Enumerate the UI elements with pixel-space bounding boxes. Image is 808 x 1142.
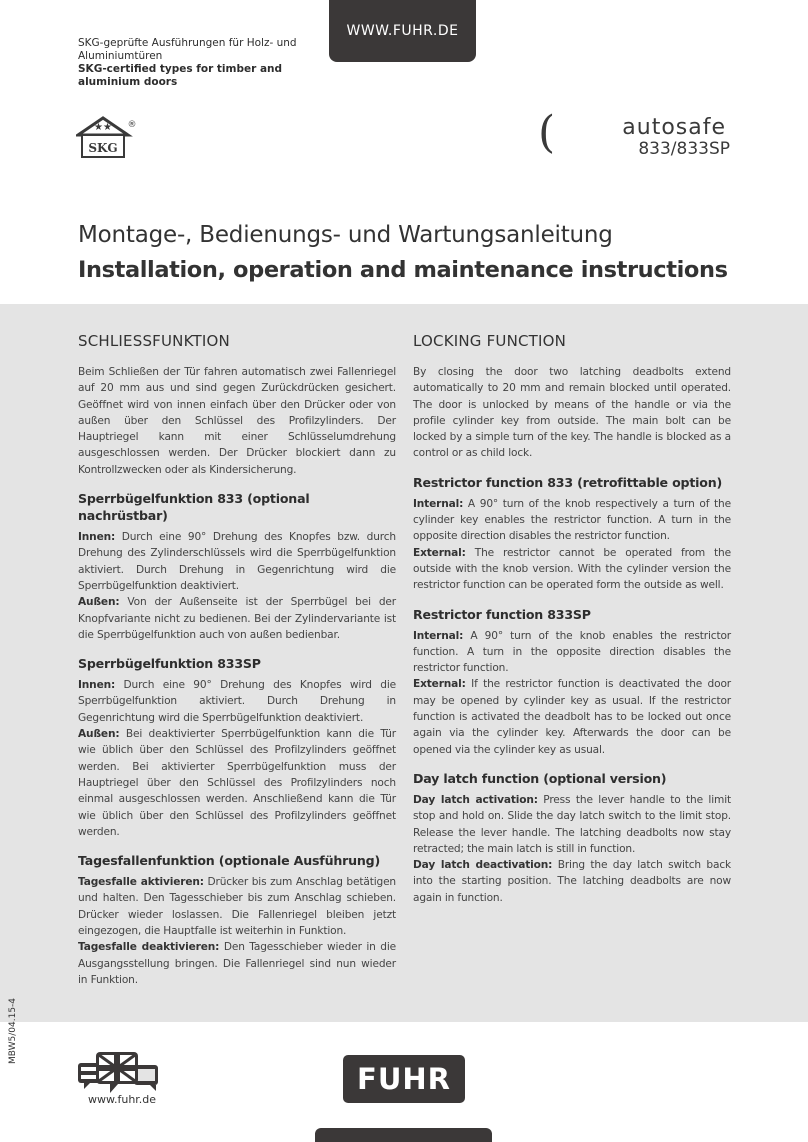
english-s3-text1: Press the lever handle to the limit stop and hold on. Slide the day latch switch to the limit stop. Release the lever handle. The latching deadbolts now stay retracted; the main latch is still in function. xyxy=(413,793,731,855)
page-title-de: Montage-, Bedienungs- und Wartungsanleitung xyxy=(78,222,613,248)
english-s1-para2 xyxy=(413,545,731,594)
german-s1-label2: Außen: xyxy=(78,596,120,609)
fuhr-logo xyxy=(343,1055,465,1103)
bottom-tab xyxy=(315,1128,492,1142)
english-s1-para1 xyxy=(413,496,731,545)
english-s1-text2: The restrictor cannot be operated from the outside with the knob version. With the cylinder version the restrictor function can be operated form the outside as well. xyxy=(413,546,731,592)
german-s2-label1: Innen: xyxy=(78,679,116,692)
english-column xyxy=(413,330,731,906)
german-s3-para1 xyxy=(78,874,396,939)
english-s3-text2: Bring the day latch switch back into the starting position. The latching deadbolts are now again in function. xyxy=(413,859,732,904)
german-s1-label1: Innen: xyxy=(78,531,116,544)
english-s2-para2 xyxy=(413,676,731,757)
english-s3-label2: Day latch deactivation: xyxy=(413,859,553,872)
german-column xyxy=(78,330,396,988)
german-s2-para1 xyxy=(78,677,396,726)
skg-text: SKG xyxy=(88,141,118,155)
english-s1-heading: Restrictor function 833 (retrofittable option) xyxy=(413,474,723,490)
skg-registered: ® xyxy=(127,120,137,130)
english-s3-para1 xyxy=(413,792,731,857)
english-intro: By closing the door two latching deadbolts extend automatically to 20 mm and remain blocked until operated. The door is unlocked by means of the handle or via the profile cylinder key from outside. The main bolt can be locked by a simple turn of the key. The handle is blocked as a control or as child lock. xyxy=(413,366,731,460)
english-s1-label1: Internal: xyxy=(413,497,464,510)
skg-house-icon xyxy=(76,115,138,159)
language-icon xyxy=(76,1049,160,1097)
page-title-en: Installation, operation and maintenance instructions xyxy=(78,257,728,283)
german-s1-heading: Sperrbügelfunktion 833 (optional nachrüstbar) xyxy=(78,491,310,524)
product-name: autosafe xyxy=(622,115,726,140)
skg-logo xyxy=(76,115,138,159)
english-s1-text1: A 90° turn of the knob respectively a turn of the cylinder key enables the restrictor function. A turn in the opposite direction disables the restrictor function. xyxy=(413,497,731,543)
website-tab-label: WWW.FUHR.DE xyxy=(346,23,459,39)
certification-note xyxy=(78,37,318,89)
german-s2-para2 xyxy=(78,726,396,840)
speech-bubbles-flag-icon xyxy=(76,1049,160,1097)
english-s2-text2: If the restrictor function is deactivated the door may be opened by cylinder key as usual. If the restrictor function is activated the deadbolt has to be locked out once again via the cylinder key. Afterwards the door can be opened via the cylinder key as usual. xyxy=(413,678,731,756)
fuhr-logo-text: FUHR xyxy=(357,1062,451,1096)
product-bracket: ( xyxy=(538,107,556,158)
english-s3-label1: Day latch activation: xyxy=(413,793,538,806)
english-s1-label2: External: xyxy=(413,546,466,559)
german-s1-text1: Durch eine 90° Drehung des Knopfes bzw. durch Drehung des Zylinderschlüssels wird die Sperrbügelfunktion aktiviert. Durch Drehung in Gegenrichtung wird die Sperrbügelfunktion deaktiviert. xyxy=(78,531,396,592)
german-intro: Beim Schließen der Tür fahren automatisch zwei Fallenriegel auf 20 mm aus und sind gegen Zurückdrücken gesichert. Geöffnet wird von innen einfach über den Drücker oder von außen über den Schlüssel des Profilzylinders. Der Hauptriegel kann mit einer Schlüsselumdrehung ausgeschlossen werden. Der Drücker blockiert dann zu Kontrollzwecken oder als Kindersicherung. xyxy=(78,366,396,476)
footer-url[interactable]: www.fuhr.de xyxy=(88,1093,157,1106)
german-s3-para2 xyxy=(78,939,396,988)
german-s3-heading: Tagesfallenfunktion (optionale Ausführung) xyxy=(78,853,381,869)
german-s2-heading: Sperrbügelfunktion 833SP xyxy=(78,656,261,672)
german-s3-label1: Tagesfalle aktivieren: xyxy=(78,876,204,889)
english-s2-para1 xyxy=(413,628,731,677)
german-s1-para1 xyxy=(78,529,396,594)
german-s3-text1: Drücker bis zum Anschlag betätigen und halten. Den Tagesschieber bis zum Anschlag schieben. Drücker wieder loslassen. Die Fallenriegel bleiben jetzt eingezogen, die Hauptfalle ist weiterhin in Funktion. xyxy=(78,876,396,938)
skg-stars: ★★ xyxy=(94,122,112,133)
german-s3-label2: Tagesfalle deaktivieren: xyxy=(78,941,220,954)
german-s1-para2 xyxy=(78,594,396,643)
english-heading: LOCKING FUNCTION xyxy=(413,332,567,350)
english-s2-text1: A 90° turn of the knob enables the restrictor function. A turn in the opposite direction disables the restrictor function. xyxy=(413,629,731,675)
german-s2-text2: Bei deaktivierter Sperrbügelfunktion kann die Tür wie üblich über den Schlüssel des Profilzylinders geöffnet werden. Bei aktivierter Sperrbügelfunktion muss der Hauptriegel über den Schlüssel des Profilzylinders noch einmal ausgeschlossen werden. Anschließend kann die Tür wie üblich über den Schlüssel des Profilzylinders geöffnet werden. xyxy=(78,728,396,838)
product-model: 833/833SP xyxy=(638,139,730,159)
german-s1-text2: Von der Außenseite ist der Sperrbügel bei der Knopfvariante nicht zu bedienen. Bei der Zylindervariante ist die Sperrbügelfunktion auch von außen bedienbar. xyxy=(78,596,396,641)
german-s2-text1: Durch eine 90° Drehung des Knopfes wird die Sperrbügelfunktion aktiviert. Durch Drehung in Gegenrichtung wird die Sperrbügelfunktion deaktiviert. xyxy=(78,679,396,724)
english-s3-para2 xyxy=(413,857,731,906)
english-s2-heading: Restrictor function 833SP xyxy=(413,606,591,622)
german-s3-text2: Den Tagesschieber wieder in die Ausgangsstellung bringen. Die Fallenriegel sind nun wieder in Funktion. xyxy=(78,941,396,986)
english-s2-label2: External: xyxy=(413,678,466,691)
cert-text-de: SKG-geprüfte Ausführungen für Holz- und Aluminiumtüren xyxy=(78,37,297,62)
english-s2-label1: Internal: xyxy=(413,629,464,642)
product-mark xyxy=(500,107,730,161)
german-heading: SCHLIESSFUNKTION xyxy=(78,332,230,350)
english-s3-heading: Day latch function (optional version) xyxy=(413,770,667,786)
website-tab[interactable] xyxy=(329,0,476,62)
cert-text-en: SKG-certified types for timber and aluminium doors xyxy=(78,63,283,88)
german-s2-label2: Außen: xyxy=(78,728,120,741)
document-code: MBW5/04.15-4 xyxy=(8,997,18,1064)
